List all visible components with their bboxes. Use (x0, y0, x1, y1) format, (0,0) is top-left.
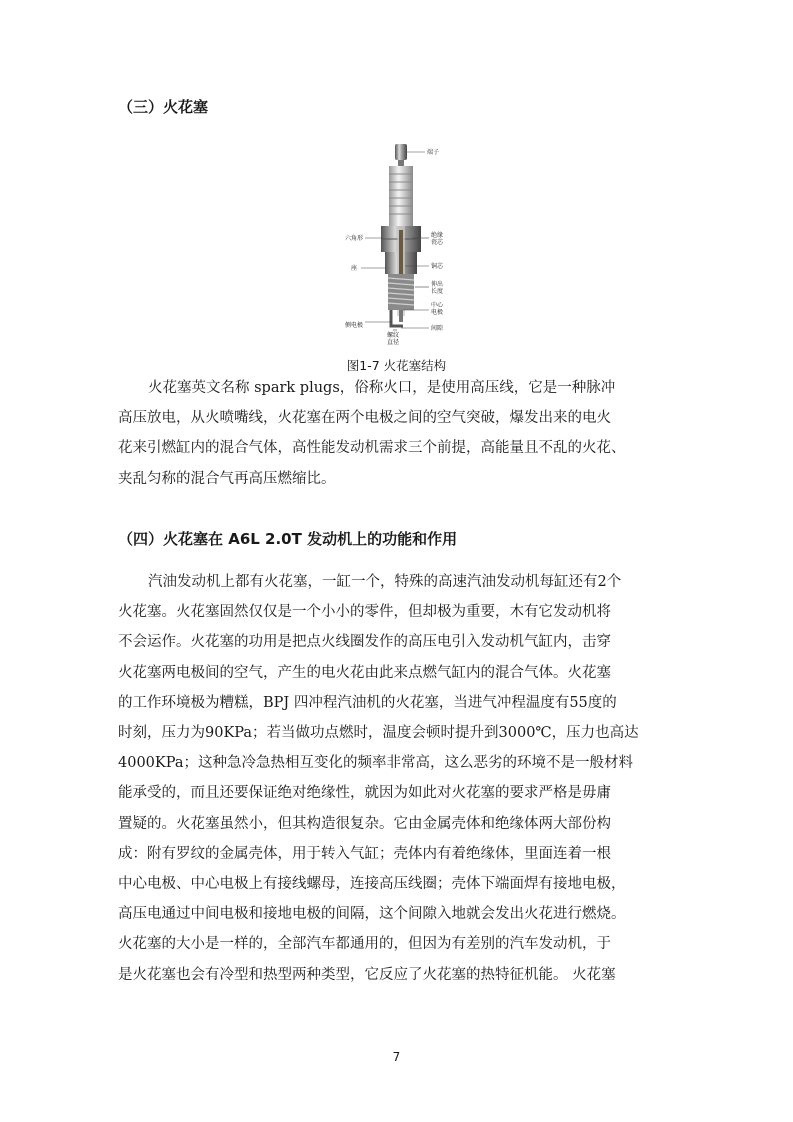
label-side-electrode: 侧电极 (345, 322, 364, 329)
paragraph-line: 置疑的。火花塞虽然小，但其构造很复杂。它由金属壳体和绝缘体两大部份构 (118, 815, 611, 832)
label-insulator-2: 瓷芯 (431, 239, 444, 246)
paragraph-spark-plug-function (118, 567, 674, 990)
paragraph-line: 不会运作。火花塞的功用是把点火线圈发作的高压电引入发动机气缸内，击穿 (118, 634, 611, 651)
label-terminal: 端子 (427, 149, 440, 156)
paragraph-line: 高压放电，从火喷嘴线，火花塞在两个电极之间的空气突破，爆发出来的电火 (118, 410, 611, 427)
label-thread-diameter-1: 螺纹 (387, 332, 400, 339)
page-number: 7 (392, 1050, 401, 1064)
label-insulator-1: 绝缘 (431, 232, 444, 239)
label-copper-core: 铜芯 (431, 263, 444, 270)
section-heading-function: （四）火花塞在 A6L 2.0T 发动机上的功能和作用 (118, 530, 458, 548)
paragraph-line: 是火花塞也会有冷型和热型两种类型，它反应了火花塞的热特征机能。 火花塞 (118, 966, 616, 983)
paragraph-line: 火花塞的大小是一样的，全部汽车都通用的，但因为有差别的汽车发动机，于 (118, 936, 611, 953)
paragraph-line: 火花塞两电极间的空气，产生的电火花由此来点燃气缸内的混合气体。火花塞 (118, 664, 611, 681)
section-heading-spark-plug: （三）火花塞 (118, 98, 209, 116)
label-extension-1: 伸出 (431, 281, 444, 288)
label-extension-2: 长度 (431, 288, 444, 295)
paragraph-line: 高压电通过中间电极和接地电极的间隔，这个间隙入地就会发出火花进行燃烧。 (118, 906, 626, 923)
spark-plug-figure (345, 142, 460, 347)
paragraph-line: 火花塞英文名称 spark plugs，俗称火口，是使用高压线，它是一种脉冲 (148, 380, 616, 396)
label-seat: 座 (351, 265, 358, 272)
paragraph-line: 夹乱匀称的混合气再高压燃缩比。 (118, 470, 336, 487)
paragraph-line: 中心电极、中心电极上有接线螺母，连接高压线圈；壳体下端面焊有接地电极， (118, 876, 626, 893)
paragraph-line: 成：附有罗纹的金属壳体，用于转入气缸；壳体内有着绝缘体，里面连着一根 (118, 845, 611, 862)
label-hexagon: 六角形 (345, 235, 364, 242)
paragraph-line: 时刻，压力为90KPa；若当做功点燃时，温度会顿时提升到3000℃，压力也高达 (118, 725, 639, 742)
paragraph-line: 的工作环境极为糟糕，BPJ 四冲程汽油机的火花塞，当进气冲程温度有55度的 (118, 694, 617, 711)
paragraph-line: 火花塞。火花塞固然仅仅是一个小小的零件，但却极为重要，木有它发动机将 (118, 604, 611, 621)
label-thread-diameter-2: 直径 (387, 339, 400, 346)
paragraph-line: 4000KPa；这种急冷急热相互变化的频率非常高，这么恶劣的环境不是一般材料 (118, 755, 633, 772)
label-gap: 间隙 (431, 325, 444, 332)
label-center-electrode-2: 电极 (431, 309, 444, 316)
figure-caption: 图1-7 火花塞结构 (346, 358, 447, 373)
paragraph-spark-plug-intro (118, 373, 674, 494)
paragraph-line: 能承受的，而且还要保证绝对绝缘性，就因为如此对火花塞的要求严格是毋庸 (118, 785, 611, 802)
label-center-electrode-1: 中心 (431, 302, 444, 309)
paragraph-line: 汽油发动机上都有火花塞，一缸一个，特殊的高速汽油发动机每缸还有2个 (148, 574, 622, 590)
paragraph-line: 花来引燃缸内的混合气体，高性能发动机需求三个前提，高能量且不乱的火花、 (118, 440, 626, 457)
spark-plug-diagram-image (345, 142, 460, 347)
